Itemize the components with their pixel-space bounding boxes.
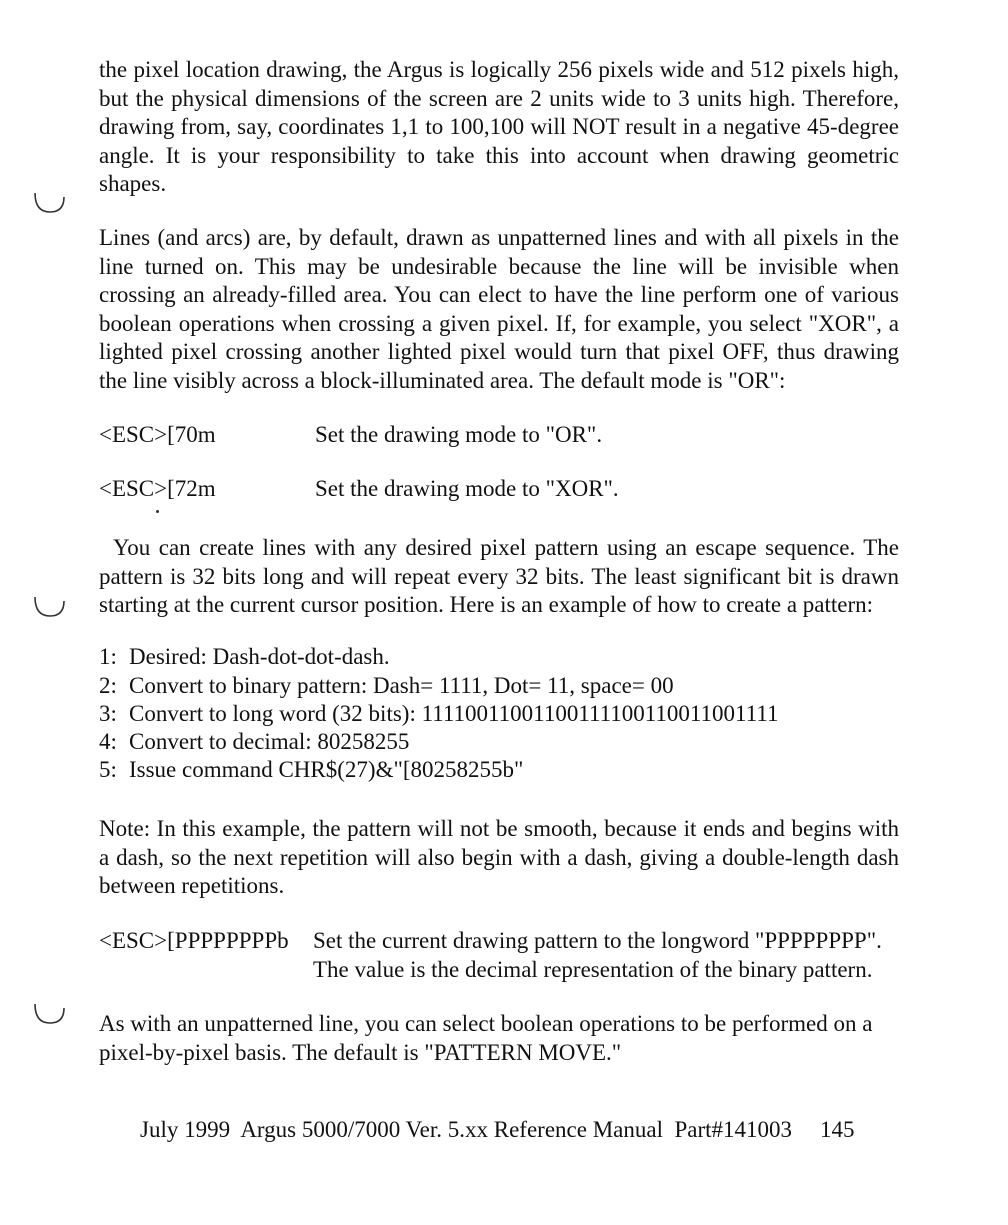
command-description: Set the drawing mode to "OR". <box>315 422 603 447</box>
scan-speck <box>156 510 159 513</box>
command-code: <ESC>[72m <box>99 476 216 501</box>
command-description: Set the current drawing pattern to the longword "PPPPPPPP". The value is the decimal representation of the binary pattern. <box>313 928 882 982</box>
step-number: 2: <box>99 673 117 698</box>
step-text: Convert to decimal: 80258255 <box>129 729 410 754</box>
step-number: 4: <box>99 729 117 754</box>
step-text: Convert to long word (32 bits): 11110011001100111100110011001111 <box>129 701 779 726</box>
step-number: 5: <box>99 757 117 782</box>
command-description: Set the drawing mode to "XOR". <box>315 476 619 501</box>
step-item <box>99 756 523 785</box>
paragraph-note: Note: In this example, the pattern will not be smooth, because it ends and begins with a dash, so the next repetition will also begin with a dash, giving a double-length dash between repetitions. <box>99 816 899 898</box>
binder-hole-mark <box>24 596 68 620</box>
step-item <box>99 643 390 672</box>
step-text: Convert to binary pattern: Dash= 1111, Dot= 11, space= 00 <box>129 673 674 698</box>
footer-text: July 1999 Argus 5000/7000 Ver. 5.xx Reference Manual Part#141003 <box>140 1117 793 1142</box>
step-item <box>99 672 674 701</box>
paragraph-pixel-location: the pixel location drawing, the Argus is logically 256 pixels wide and 512 pixels high, but the physical dimensions of the screen are 2 units wide to 3 units high. Therefore, drawing from, say, coordinates 1,1 to 100,100 will NOT result in a negative 45-degree angle. It is your responsibility to take this into account when drawing geometric shapes. <box>99 57 899 196</box>
paragraph-line-modes: Lines (and arcs) are, by default, drawn as unpatterned lines and with all pixels in the line turned on. This may be undesirable because the line will be invisible when crossing an already-filled area. You can elect to have the line perform one of various boolean operations when crossing a given pixel. If, for example, you select "XOR", a lighted pixel crossing another lighted pixel would turn that pixel OFF, thus drawing the line visibly across a block-illuminated area. The default mode is "OR": <box>99 225 899 393</box>
step-item <box>99 700 779 729</box>
command-code: <ESC>[70m <box>99 422 216 447</box>
step-item <box>99 728 409 757</box>
command-code: <ESC>[PPPPPPPPb <box>99 928 289 953</box>
page-number: 145 <box>820 1117 855 1142</box>
step-text: Issue command CHR$(27)&"[80258255b" <box>129 757 524 782</box>
step-text: Desired: Dash-dot-dot-dash. <box>129 644 390 669</box>
step-number: 3: <box>99 701 117 726</box>
step-number: 1: <box>99 644 117 669</box>
paragraph-boolean-ops: As with an unpatterned line, you can select boolean operations to be performed on a pixel-by-pixel basis. The default is "PATTERN MOVE." <box>99 1011 873 1065</box>
page-footer <box>140 1116 855 1145</box>
binder-hole-mark <box>24 1003 68 1027</box>
binder-hole-mark <box>24 192 68 216</box>
paragraph-pattern-intro: You can create lines with any desired pixel pattern using an escape sequence. The pattern is 32 bits long and will repeat every 32 bits. The least significant bit is drawn starting at the current cursor position. Here is an example of how to create a pattern: <box>99 535 899 617</box>
